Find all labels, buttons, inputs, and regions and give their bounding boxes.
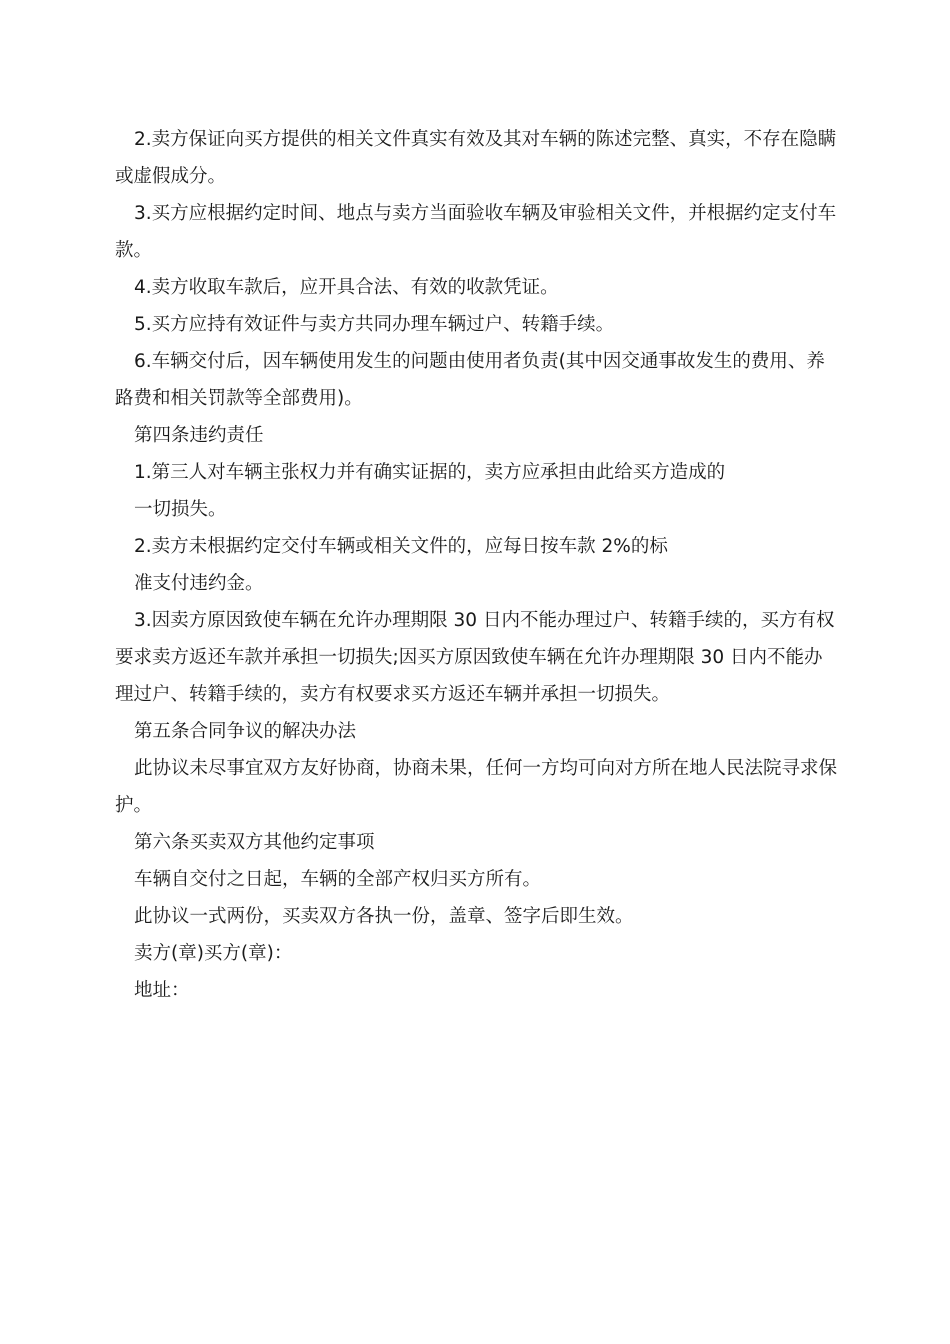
- address-line: 地址：: [134, 980, 190, 1001]
- clause-post-delivery: 6.车辆交付后，因车辆使用发生的问题由使用者负责(其中因交通事故发生的费用、养路费和相关罚款等全部费用)。: [115, 351, 825, 409]
- clause-transfer: 5.买方应持有效证件与卖方共同办理车辆过户、转籍手续。: [134, 314, 615, 335]
- liability-clause-1: 1.第三人对车辆主张权力并有确实证据的，卖方应承担由此给买方造成的: [134, 462, 726, 483]
- section-heading-liability: 第四条违约责任: [134, 425, 264, 446]
- clause-receipt: 4.卖方收取车款后，应开具合法、有效的收款凭证。: [134, 277, 559, 298]
- section-heading-dispute: 第五条合同争议的解决办法: [134, 721, 357, 742]
- ownership-clause: 车辆自交付之日起，车辆的全部产权归买方所有。: [134, 869, 542, 890]
- dispute-clause: 此协议未尽事宜双方友好协商，协商未果，任何一方均可向对方所在地人民法院寻求保护。: [115, 758, 838, 816]
- liability-clause-3: 3.因卖方原因致使车辆在允许办理期限 30 日内不能办理过户、转籍手续的，买方有权要求卖方返还车款并承担一切损失;因买方原因致使车辆在允许办理期限 30 日内不能办理过户、转籍手续的，卖方有权要求买方返还车辆并承担一切损失。: [115, 610, 835, 705]
- document-body: [115, 121, 837, 1009]
- clause-buyer-inspection: 3.买方应根据约定时间、地点与卖方当面验收车辆及审验相关文件，并根据约定支付车款。: [115, 203, 837, 261]
- copies-clause: 此协议一式两份，买卖双方各执一份，盖章、签字后即生效。: [134, 906, 634, 927]
- signature-line: 卖方(章)买方(章)：: [134, 943, 293, 964]
- clause-seller-guarantee: 2.卖方保证向买方提供的相关文件真实有效及其对车辆的陈述完整、真实，不存在隐瞒或虚假成分。: [115, 129, 837, 187]
- liability-clause-1-cont: 一切损失。: [134, 499, 227, 520]
- liability-clause-2-cont: 准支付违约金。: [134, 573, 264, 594]
- liability-clause-2: 2.卖方未根据约定交付车辆或相关文件的，应每日按车款 2%的标: [134, 536, 668, 557]
- section-heading-other: 第六条买卖双方其他约定事项: [134, 832, 375, 853]
